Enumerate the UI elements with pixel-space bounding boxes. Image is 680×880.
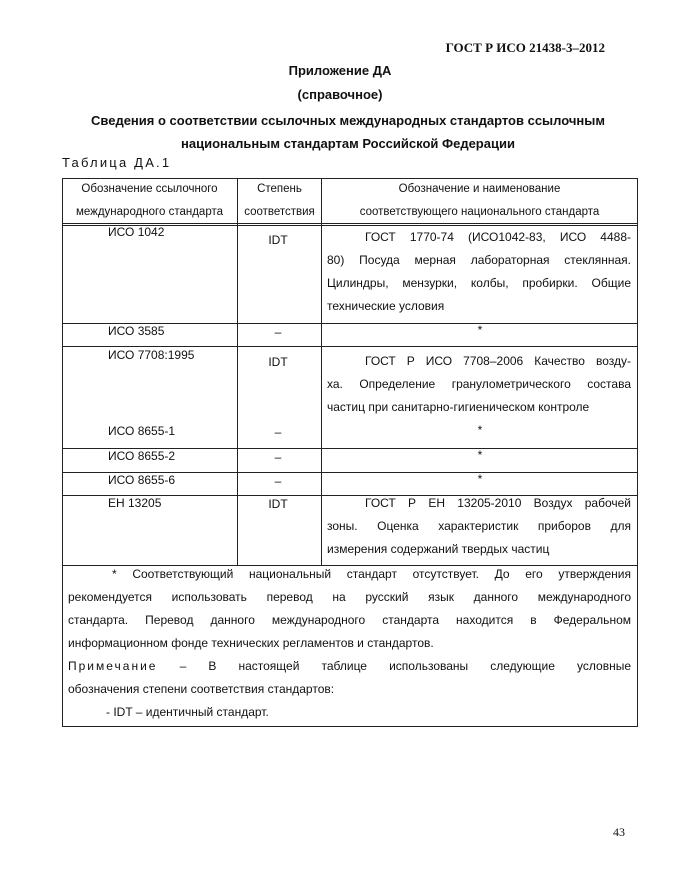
table-cell-degree: –: [274, 450, 282, 464]
header-line: международного стандарта: [75, 206, 224, 218]
table-cell-code: ИСО 8655-6: [108, 473, 176, 487]
footnote-line: информационном фонде технических регламентов и стандартов.: [68, 636, 434, 650]
header-line: соответствующего национального стандарта: [359, 206, 600, 218]
header-line: Обозначение ссылочного: [81, 183, 218, 195]
standard-line: 80) Посуда мерная лабораторная стеклянная.: [327, 253, 631, 267]
header-line: Обозначение и наименование: [398, 183, 561, 195]
table-cell-standard: [327, 350, 631, 419]
note-label: Примечание: [68, 659, 158, 673]
note-line: [68, 655, 631, 678]
section-heading-line: национальным стандартам Российской Федерации: [181, 136, 515, 151]
standard-line: ГОСТ 1770-74 (ИСО1042-83, ИСО 4488-: [365, 230, 631, 244]
appendix-subtitle: (справочное): [297, 87, 383, 102]
table-cell-code: ИСО 3585: [108, 324, 165, 338]
standard-line: измерения содержаний твердых частиц: [327, 542, 550, 556]
section-heading: [60, 109, 636, 155]
standard-line: ГОСТ Р ИСО 7708–2006 Качество возду-: [365, 354, 631, 368]
standard-line: технические условия: [327, 299, 445, 313]
table-cell-standard: *: [477, 448, 483, 462]
table-cell-standard: *: [477, 323, 483, 337]
table-cell-code: ИСО 8655-1: [108, 424, 176, 438]
column-divider: [321, 178, 322, 565]
standard-line: Цилиндры, мензурки, колбы, пробирки. Общие: [327, 276, 631, 290]
document-code-header: ГОСТ Р ИСО 21438-3–2012: [445, 40, 605, 55]
table-cell-degree: IDT: [268, 355, 288, 369]
section-heading-line: Сведения о соответствии ссылочных международных стандартов ссылочным: [91, 113, 605, 128]
table-cell-standard: [327, 226, 631, 318]
table-cell-code: ИСО 1042: [108, 225, 165, 239]
standard-line: ха. Определение гранулометрического состава: [327, 377, 631, 391]
appendix-title: Приложение ДА: [288, 63, 392, 78]
column-header-degree: [238, 178, 321, 224]
table-cell-degree: –: [274, 325, 282, 339]
table-cell-code: ИСО 7708:1995: [108, 348, 195, 362]
table-cell-degree: –: [274, 474, 282, 488]
note-line: обозначения степени соответствия стандартов:: [68, 682, 335, 696]
header-line: соответствия: [244, 206, 315, 218]
note-text: – В настоящей таблице использованы следующие условные: [179, 659, 631, 673]
footnote-line: стандарта. Перевод данного международного стандарта находится в Федеральном: [68, 613, 631, 627]
table-cell-standard: [327, 492, 631, 561]
table-cell-degree: IDT: [268, 497, 288, 511]
footnote-line: * Соответствующий национальный стандарт отсутствует. До его утверждения: [112, 567, 631, 581]
table-cell-code: ЕН 13205: [108, 496, 162, 510]
table-caption: Таблица ДА.1: [62, 155, 172, 170]
legend-line: - IDT – идентичный стандарт.: [106, 705, 269, 719]
table-cell-degree: IDT: [268, 233, 288, 247]
table-cell-standard: *: [477, 423, 483, 437]
standard-line: частиц при санитарно-гигиеническом контроле: [327, 400, 590, 414]
column-header-reference: [62, 178, 237, 224]
header-line: Степень: [257, 183, 302, 195]
standard-line: ГОСТ Р ЕН 13205-2010 Воздух рабочей: [365, 496, 631, 510]
table-border-left: [62, 178, 63, 727]
footnote-line: рекомендуется использовать перевод на русский язык данного международного: [68, 590, 631, 604]
standard-line: зоны. Оценка характеристик приборов для: [327, 519, 631, 533]
table-cell-standard: *: [477, 472, 483, 486]
page-number: 43: [613, 825, 625, 839]
column-header-national-standard: [322, 178, 637, 224]
table-cell-degree: –: [274, 425, 282, 439]
table-border-bottom: [62, 726, 638, 727]
table-cell-code: ИСО 8655-2: [108, 449, 176, 463]
correspondence-table: [62, 178, 638, 727]
table-footnote: [68, 563, 631, 724]
